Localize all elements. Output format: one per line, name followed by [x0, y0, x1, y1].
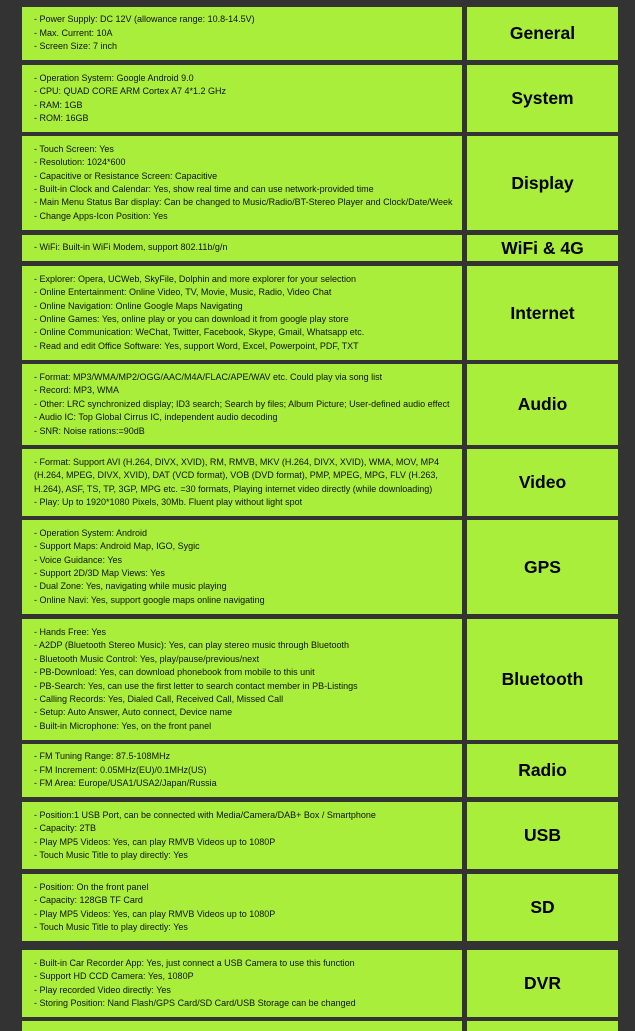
spec-line: - Power Supply: DC 12V (allowance range: 10.8-14.5V): [34, 14, 255, 25]
spec-line: - Explorer: Opera, UCWeb, SkyFile, Dolphin and more explorer for your selection: [34, 273, 356, 284]
spec-line: - Hands Free: Yes: [34, 626, 107, 637]
spec-line: - Record: MP3, WMA: [34, 385, 120, 396]
spec-line: - Built-in Clock and Calendar: Yes, show real time and can use network-provided time: [34, 184, 374, 194]
spec-line: - Calling Records: Yes, Dialed Call, Received Call, Missed Call: [34, 693, 284, 704]
spec-line: - Audio IC: Top Global Cirrus IC, independent audio decoding: [34, 412, 278, 423]
spec-line: - Read and edit Office Software: Yes, support Word, Excel, Powerpoint, PDF, TXT: [34, 340, 359, 351]
spec-category-label: Audio: [467, 364, 618, 445]
spec-row: [0, 520, 635, 614]
spec-line: - Bluetooth Music Control: Yes, play/pause/previous/next: [34, 653, 260, 664]
spec-category-label: Internet: [467, 266, 618, 360]
spec-line: - PB-Download: Yes, can download phonebook from mobile to this unit: [34, 667, 315, 678]
spec-line: - Touch Music Title to play directly: Yes: [34, 921, 188, 932]
spec-line: - Operation System: Google Android 9.0: [34, 72, 194, 83]
spec-line: - ROM: 16GB: [34, 112, 89, 123]
spec-category-label: [467, 1021, 618, 1031]
spec-category-label: DVR: [467, 950, 618, 1017]
spec-line: - Capacity: 2TB: [34, 823, 97, 834]
spec-row: [0, 874, 635, 941]
spec-row: [0, 449, 635, 516]
spec-line: - Online Navi: Yes, support google maps online navigating: [34, 594, 265, 605]
spec-row: [0, 1021, 635, 1031]
spec-line: - Format: MP3/WMA/MP2/OGG/AAC/M4A/FLAC/APE/WAV etc. Could play via song list: [34, 371, 383, 382]
spec-category-label: Bluetooth: [467, 619, 618, 740]
spec-row: [0, 65, 635, 132]
spec-line: - Play: Up to 1920*1080 Pixels, 30Mb. Fluent play without light spot: [34, 496, 303, 507]
spec-line: - Position: On the front panel: [34, 881, 149, 892]
spec-details: [22, 619, 462, 740]
spec-details: [22, 449, 462, 516]
spec-details: [22, 802, 462, 869]
spec-line: - Capacity: 128GB TF Card: [34, 895, 143, 906]
spec-line: - Built-in Microphone: Yes, on the front panel: [34, 720, 212, 731]
spec-line: - Voice Guidance: Yes: [34, 554, 123, 565]
spec-line: - Other: LRC synchronized display; ID3 search; Search by files; Album Picture; User-defined audio effect: [34, 398, 450, 409]
spec-row: [0, 802, 635, 869]
spec-details: [22, 744, 462, 797]
spec-category-label: Video: [467, 449, 618, 516]
spec-line: - Touch Music Title to play directly: Yes: [34, 849, 188, 860]
spec-line: - Max. Current: 10A: [34, 27, 113, 38]
spec-row: [0, 364, 635, 445]
spec-line: - WiFi: Built-in WiFi Modem, support 802.11b/g/n: [34, 242, 228, 253]
spec-line: - Capacitive or Resistance Screen: Capacitive: [34, 170, 218, 181]
spec-row: [0, 950, 635, 1017]
spec-line: - Operation System: Android: [34, 527, 148, 538]
spec-line: - Touch Screen: Yes: [34, 143, 114, 154]
spec-details: [22, 235, 462, 261]
spec-category-label: USB: [467, 802, 618, 869]
spec-details: [22, 65, 462, 132]
spec-line: - Screen Size: 7 inch: [34, 41, 118, 52]
spec-line: - Storing Position: Nand Flash/GPS Card/SD Card/USB Storage can be changed: [34, 997, 356, 1008]
spec-category-label: SD: [467, 874, 618, 941]
spec-category-label: Display: [467, 136, 618, 230]
spec-line: - CPU: QUAD CORE ARM Cortex A7 4*1.2 GHz: [34, 86, 227, 97]
spec-details: [22, 7, 462, 60]
spec-details: [22, 266, 462, 360]
spec-line: - Resolution: 1024*600: [34, 157, 126, 168]
spec-category-label: GPS: [467, 520, 618, 614]
spec-line: - Format: Support AVI (H.264, DIVX, XVID), RM, RMVB, MKV (H.264, DIVX, XVID), WMA, MOV, MP4 (H.264, MPEG, DIVX, XVID), DAT (VCD format), VOB (DVD format), PMP, MPEG, MPG, FLV (H.263, H.264), ASF, TS, TP, 3GP, MPG etc. =30 formats, Playing internet video directly (while downloading): [34, 456, 440, 494]
spec-line: - Built-in Car Recorder App: Yes, just connect a USB Camera to use this function: [34, 957, 355, 968]
spec-category-label: System: [467, 65, 618, 132]
spec-line: - FM Area: Europe/USA1/USA2/Japan/Russia: [34, 778, 217, 789]
spec-details: [22, 874, 462, 941]
spec-line: - Online Navigation: Online Google Maps Navigating: [34, 300, 243, 311]
spec-category-label: Radio: [467, 744, 618, 797]
spec-line: - RAM: 1GB: [34, 99, 83, 110]
spec-line: - Main Menu Status Bar display: Can be changed to Music/Radio/BT-Stereo Player and Clock/Date/Week: [34, 197, 453, 208]
spec-details: [22, 950, 462, 1017]
spec-details: [22, 136, 462, 230]
spec-line: - Online Communication: WeChat, Twitter, Facebook, Skype, Gmail, Whatsapp etc.: [34, 327, 365, 338]
spec-line: - Play recorded Video directly: Yes: [34, 984, 171, 995]
spec-line: - Support 2D/3D Map Views: Yes: [34, 568, 165, 578]
spec-row: [0, 744, 635, 797]
spec-line: - Support Maps: Android Map, IGO, Sygic: [34, 541, 200, 552]
spec-line: - SNR: Noise rations:=90dB: [34, 425, 145, 436]
spec-line: - Play MP5 Videos: Yes, can play RMVB Videos up to 1080P: [34, 836, 276, 847]
spec-line: - Dual Zone: Yes, navigating while music playing: [34, 581, 227, 592]
spec-details: [22, 1021, 462, 1031]
spec-line: - Online Games: Yes, online play or you can download it from google play store: [34, 314, 349, 324]
spec-line: - FM Increment: 0.05MHz(EU)/0.1MHz(US): [34, 764, 207, 775]
spec-line: - PB-Search: Yes, can use the first letter to search contact member in PB-Listings: [34, 680, 358, 691]
spec-line: - Support HD CCD Camera: Yes, 1080P: [34, 971, 194, 982]
spec-row: [0, 136, 635, 230]
spec-row: [0, 7, 635, 60]
spec-line: - Setup: Auto Answer, Auto connect, Device name: [34, 707, 233, 718]
spec-category-label: WiFi & 4G: [467, 235, 618, 261]
spec-row: [0, 235, 635, 261]
spec-line: - Change Apps-Icon Position: Yes: [34, 210, 168, 221]
spec-line: - FM Tuning Range: 87.5-108MHz: [34, 751, 171, 762]
spec-line: - Online Entertainment: Online Video, TV, Movie, Music, Radio, Video Chat: [34, 287, 332, 298]
spec-row: [0, 266, 635, 360]
spec-line: - A2DP (Bluetooth Stereo Music): Yes, can play stereo music through Bluetooth: [34, 640, 350, 651]
spec-line: - Position:1 USB Port, can be connected with Media/Camera/DAB+ Box / Smartphone: [34, 809, 376, 820]
spec-details: [22, 520, 462, 614]
spec-category-label: General: [467, 7, 618, 60]
spec-details: [22, 364, 462, 445]
spec-line: - Play MP5 Videos: Yes, can play RMVB Videos up to 1080P: [34, 908, 276, 919]
spec-row: [0, 619, 635, 740]
